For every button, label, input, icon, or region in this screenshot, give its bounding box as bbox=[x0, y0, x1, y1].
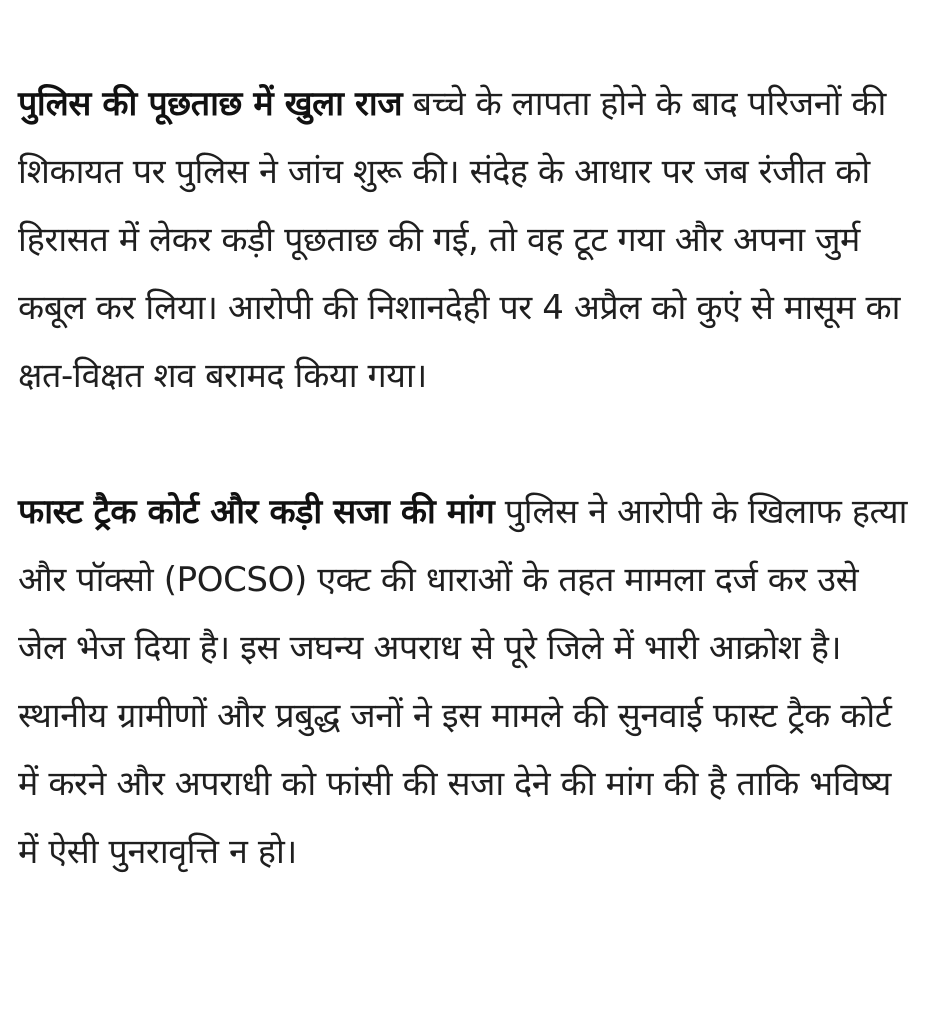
paragraph-lead-heading: पुलिस की पूछताछ में खुला राज bbox=[18, 84, 403, 124]
article-body bbox=[18, 70, 913, 886]
paragraph-text: बच्चे के लापता होने के बाद परिजनों की शिकायत पर पुलिस ने जांच शुरू की। संदेह के आधार पर जब रंजीत को हिरासत में लेकर कड़ी पूछताछ की गई, तो वह टूट गया और अपना जुर्म कबूल कर लिया। आरोपी की निशानदेही पर 4 अप्रैल को कुएं से मासूम का क्षत-विक्षत शव बरामद किया गया। bbox=[18, 84, 901, 396]
article-paragraph bbox=[18, 70, 913, 410]
paragraph-text: पुलिस ने आरोपी के खिलाफ हत्या और पॉक्सो (POCSO) एक्ट की धाराओं के तहत मामला दर्ज कर उसे जेल भेज दिया है। इस जघन्य अपराध से पूरे जिले में भारी आक्रोश है। स्थानीय ग्रामीणों और प्रबुद्ध जनों ने इस मामले की सुनवाई फास्ट ट्रैक कोर्ट में करने और अपराधी को फांसी की सजा देने की मांग की है ताकि भविष्य में ऐसी पुनरावृत्ति न हो। bbox=[18, 492, 908, 872]
paragraph-lead-heading: फास्ट ट्रैक कोर्ट और कड़ी सजा की मांग bbox=[18, 492, 495, 532]
article-paragraph bbox=[18, 478, 913, 886]
